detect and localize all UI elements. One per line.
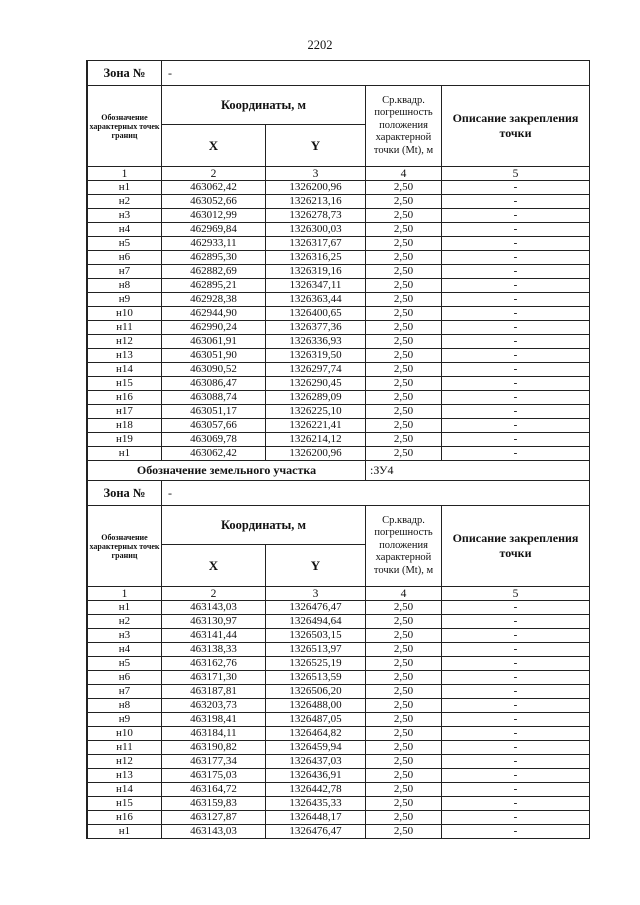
coord-x: 463127,87 [162, 811, 266, 825]
zone-label: Зона № [88, 61, 162, 86]
zone-number-value: - [162, 481, 590, 506]
coord-y: 1326476,47 [266, 825, 366, 839]
point-id: н7 [88, 265, 162, 279]
point-id: н12 [88, 335, 162, 349]
coord-x: 463138,33 [162, 643, 266, 657]
column-number: 1 [88, 587, 162, 601]
coord-y: 1326503,15 [266, 629, 366, 643]
header-x: X [162, 545, 266, 587]
error-value: 2,50 [366, 699, 442, 713]
point-id: н1 [88, 447, 162, 461]
point-id: н3 [88, 629, 162, 643]
point-id: н8 [88, 279, 162, 293]
fixing-description: - [442, 363, 590, 377]
table-row [88, 685, 590, 699]
coord-x: 462895,21 [162, 279, 266, 293]
table-row [88, 713, 590, 727]
land-plot-row [88, 461, 590, 481]
error-value: 2,50 [366, 419, 442, 433]
fixing-description: - [442, 671, 590, 685]
column-number: 3 [266, 167, 366, 181]
fixing-description: - [442, 643, 590, 657]
error-value: 2,50 [366, 237, 442, 251]
point-id: н6 [88, 251, 162, 265]
coord-y: 1326214,12 [266, 433, 366, 447]
table-row [88, 601, 590, 615]
point-id: н7 [88, 685, 162, 699]
coord-y: 1326437,03 [266, 755, 366, 769]
table-row [88, 447, 590, 461]
land-plot-value: :ЗУ4 [366, 461, 590, 481]
point-id: н8 [88, 699, 162, 713]
point-id: н13 [88, 769, 162, 783]
table-row [88, 237, 590, 251]
point-id: н2 [88, 195, 162, 209]
coord-y: 1326464,82 [266, 727, 366, 741]
coord-y: 1326300,03 [266, 223, 366, 237]
coord-x: 462990,24 [162, 321, 266, 335]
table-row [88, 363, 590, 377]
coordinates-table [87, 60, 590, 839]
point-id: н5 [88, 657, 162, 671]
point-id: н19 [88, 433, 162, 447]
coord-x: 462969,84 [162, 223, 266, 237]
error-value: 2,50 [366, 629, 442, 643]
fixing-description: - [442, 307, 590, 321]
table-header-row [88, 86, 590, 125]
fixing-description: - [442, 615, 590, 629]
coord-y: 1326200,96 [266, 447, 366, 461]
table-row [88, 755, 590, 769]
table-row [88, 195, 590, 209]
coord-x: 463051,90 [162, 349, 266, 363]
fixing-description: - [442, 433, 590, 447]
coord-x: 463164,72 [162, 783, 266, 797]
coord-x: 462895,30 [162, 251, 266, 265]
fixing-description: - [442, 755, 590, 769]
error-value: 2,50 [366, 223, 442, 237]
error-value: 2,50 [366, 741, 442, 755]
point-id: н4 [88, 643, 162, 657]
column-number: 5 [442, 167, 590, 181]
error-value: 2,50 [366, 685, 442, 699]
fixing-description: - [442, 279, 590, 293]
coord-y: 1326513,59 [266, 671, 366, 685]
header-description: Описание закрепления точки [442, 506, 590, 587]
coord-x: 463051,17 [162, 405, 266, 419]
coord-y: 1326377,36 [266, 321, 366, 335]
column-numbers-row [88, 587, 590, 601]
point-id: н9 [88, 713, 162, 727]
error-value: 2,50 [366, 713, 442, 727]
error-value: 2,50 [366, 671, 442, 685]
coord-x: 462933,11 [162, 237, 266, 251]
point-id: н15 [88, 797, 162, 811]
table-row [88, 209, 590, 223]
coord-x: 462944,90 [162, 307, 266, 321]
error-value: 2,50 [366, 433, 442, 447]
column-number: 4 [366, 167, 442, 181]
fixing-description: - [442, 419, 590, 433]
table-row [88, 349, 590, 363]
error-value: 2,50 [366, 727, 442, 741]
header-designation: Обозначение характерных точек границ [88, 506, 162, 587]
point-id: н4 [88, 223, 162, 237]
header-designation: Обозначение характерных точек границ [88, 86, 162, 167]
point-id: н10 [88, 727, 162, 741]
coord-x: 462882,69 [162, 265, 266, 279]
header-x: X [162, 125, 266, 167]
coord-y: 1326278,73 [266, 209, 366, 223]
error-value: 2,50 [366, 447, 442, 461]
error-value: 2,50 [366, 349, 442, 363]
point-id: н16 [88, 811, 162, 825]
point-id: н12 [88, 755, 162, 769]
point-id: н14 [88, 363, 162, 377]
table-row [88, 265, 590, 279]
error-value: 2,50 [366, 279, 442, 293]
fixing-description: - [442, 783, 590, 797]
coord-x: 463061,91 [162, 335, 266, 349]
table-row [88, 671, 590, 685]
zone-number-value: - [162, 61, 590, 86]
coord-y: 1326290,45 [266, 377, 366, 391]
table-row [88, 727, 590, 741]
table-row [88, 629, 590, 643]
error-value: 2,50 [366, 251, 442, 265]
coord-y: 1326487,05 [266, 713, 366, 727]
fixing-description: - [442, 629, 590, 643]
error-value: 2,50 [366, 293, 442, 307]
error-value: 2,50 [366, 209, 442, 223]
coord-y: 1326459,94 [266, 741, 366, 755]
error-value: 2,50 [366, 811, 442, 825]
fixing-description: - [442, 713, 590, 727]
fixing-description: - [442, 293, 590, 307]
zone-label: Зона № [88, 481, 162, 506]
coord-x: 463159,83 [162, 797, 266, 811]
coord-y: 1326400,65 [266, 307, 366, 321]
point-id: н3 [88, 209, 162, 223]
error-value: 2,50 [366, 755, 442, 769]
coordinates-document [86, 60, 590, 839]
table-row [88, 293, 590, 307]
header-description: Описание закрепления точки [442, 86, 590, 167]
coord-y: 1326221,41 [266, 419, 366, 433]
point-id: н11 [88, 741, 162, 755]
coord-x: 463184,11 [162, 727, 266, 741]
coord-y: 1326336,93 [266, 335, 366, 349]
error-value: 2,50 [366, 377, 442, 391]
header-error: Ср.квадр. погрешность положения характерной точки (Mt), м [366, 86, 442, 167]
point-id: н1 [88, 181, 162, 195]
coord-x: 463062,42 [162, 447, 266, 461]
error-value: 2,50 [366, 769, 442, 783]
coord-x: 463203,73 [162, 699, 266, 713]
coord-x: 462928,38 [162, 293, 266, 307]
coord-x: 463086,47 [162, 377, 266, 391]
coord-y: 1326289,09 [266, 391, 366, 405]
point-id: н18 [88, 419, 162, 433]
coord-x: 463162,76 [162, 657, 266, 671]
fixing-description: - [442, 377, 590, 391]
coord-y: 1326319,50 [266, 349, 366, 363]
error-value: 2,50 [366, 405, 442, 419]
point-id: н11 [88, 321, 162, 335]
table-row [88, 279, 590, 293]
coord-y: 1326436,91 [266, 769, 366, 783]
fixing-description: - [442, 447, 590, 461]
coord-y: 1326200,96 [266, 181, 366, 195]
coord-y: 1326506,20 [266, 685, 366, 699]
column-number: 2 [162, 587, 266, 601]
coord-y: 1326297,74 [266, 363, 366, 377]
fixing-description: - [442, 405, 590, 419]
coord-y: 1326525,19 [266, 657, 366, 671]
column-number: 3 [266, 587, 366, 601]
coord-y: 1326317,67 [266, 237, 366, 251]
point-id: н9 [88, 293, 162, 307]
fixing-description: - [442, 741, 590, 755]
table-row [88, 377, 590, 391]
table-row [88, 419, 590, 433]
header-y: Y [266, 545, 366, 587]
point-id: н17 [88, 405, 162, 419]
table-row [88, 699, 590, 713]
land-plot-label: Обозначение земельного участка [88, 461, 366, 481]
zone-row [88, 61, 590, 86]
page-number: 2202 [307, 38, 333, 52]
header-coordinates: Координаты, м [162, 506, 366, 545]
error-value: 2,50 [366, 601, 442, 615]
coord-x: 463171,30 [162, 671, 266, 685]
coord-y: 1326347,11 [266, 279, 366, 293]
coord-y: 1326442,78 [266, 783, 366, 797]
table-row [88, 615, 590, 629]
coord-y: 1326488,00 [266, 699, 366, 713]
point-id: н14 [88, 783, 162, 797]
fixing-description: - [442, 265, 590, 279]
table-row [88, 825, 590, 839]
point-id: н16 [88, 391, 162, 405]
table-row [88, 335, 590, 349]
fixing-description: - [442, 685, 590, 699]
coord-y: 1326316,25 [266, 251, 366, 265]
fixing-description: - [442, 601, 590, 615]
coord-y: 1326476,47 [266, 601, 366, 615]
column-number: 5 [442, 587, 590, 601]
coord-x: 463141,44 [162, 629, 266, 643]
coord-x: 463177,34 [162, 755, 266, 769]
fixing-description: - [442, 335, 590, 349]
coord-x: 463175,03 [162, 769, 266, 783]
point-id: н1 [88, 825, 162, 839]
zone-row [88, 481, 590, 506]
fixing-description: - [442, 223, 590, 237]
column-number: 4 [366, 587, 442, 601]
table-row [88, 783, 590, 797]
error-value: 2,50 [366, 783, 442, 797]
coord-x: 463057,66 [162, 419, 266, 433]
table-row [88, 811, 590, 825]
table-row [88, 391, 590, 405]
fixing-description: - [442, 657, 590, 671]
error-value: 2,50 [366, 321, 442, 335]
fixing-description: - [442, 391, 590, 405]
fixing-description: - [442, 195, 590, 209]
error-value: 2,50 [366, 657, 442, 671]
fixing-description: - [442, 797, 590, 811]
error-value: 2,50 [366, 797, 442, 811]
table-row [88, 769, 590, 783]
fixing-description: - [442, 769, 590, 783]
coord-y: 1326435,33 [266, 797, 366, 811]
coord-y: 1326319,16 [266, 265, 366, 279]
coord-y: 1326448,17 [266, 811, 366, 825]
header-error: Ср.квадр. погрешность положения характерной точки (Mt), м [366, 506, 442, 587]
error-value: 2,50 [366, 391, 442, 405]
point-id: н2 [88, 615, 162, 629]
fixing-description: - [442, 699, 590, 713]
coord-x: 463190,82 [162, 741, 266, 755]
coord-x: 463090,52 [162, 363, 266, 377]
coord-x: 463069,78 [162, 433, 266, 447]
fixing-description: - [442, 825, 590, 839]
table-row [88, 251, 590, 265]
coord-x: 463198,41 [162, 713, 266, 727]
fixing-description: - [442, 727, 590, 741]
table-row [88, 307, 590, 321]
table-row [88, 433, 590, 447]
fixing-description: - [442, 209, 590, 223]
column-numbers-row [88, 167, 590, 181]
point-id: н13 [88, 349, 162, 363]
error-value: 2,50 [366, 181, 442, 195]
error-value: 2,50 [366, 265, 442, 279]
coord-x: 463052,66 [162, 195, 266, 209]
point-id: н6 [88, 671, 162, 685]
fixing-description: - [442, 181, 590, 195]
error-value: 2,50 [366, 363, 442, 377]
coord-x: 463143,03 [162, 825, 266, 839]
fixing-description: - [442, 811, 590, 825]
point-id: н10 [88, 307, 162, 321]
coord-x: 463062,42 [162, 181, 266, 195]
coord-x: 463130,97 [162, 615, 266, 629]
point-id: н1 [88, 601, 162, 615]
table-row [88, 321, 590, 335]
coord-x: 463012,99 [162, 209, 266, 223]
column-number: 1 [88, 167, 162, 181]
header-coordinates: Координаты, м [162, 86, 366, 125]
coord-x: 463143,03 [162, 601, 266, 615]
coord-x: 463187,81 [162, 685, 266, 699]
error-value: 2,50 [366, 307, 442, 321]
coord-y: 1326513,97 [266, 643, 366, 657]
error-value: 2,50 [366, 195, 442, 209]
table-row [88, 405, 590, 419]
error-value: 2,50 [366, 825, 442, 839]
error-value: 2,50 [366, 643, 442, 657]
table-row [88, 657, 590, 671]
table-header-row [88, 506, 590, 545]
fixing-description: - [442, 321, 590, 335]
error-value: 2,50 [366, 335, 442, 349]
header-y: Y [266, 125, 366, 167]
coord-y: 1326213,16 [266, 195, 366, 209]
column-number: 2 [162, 167, 266, 181]
fixing-description: - [442, 237, 590, 251]
coord-y: 1326225,10 [266, 405, 366, 419]
table-row [88, 797, 590, 811]
table-row [88, 643, 590, 657]
point-id: н15 [88, 377, 162, 391]
fixing-description: - [442, 251, 590, 265]
point-id: н5 [88, 237, 162, 251]
coord-x: 463088,74 [162, 391, 266, 405]
fixing-description: - [442, 349, 590, 363]
coord-y: 1326363,44 [266, 293, 366, 307]
coord-y: 1326494,64 [266, 615, 366, 629]
table-row [88, 223, 590, 237]
table-row [88, 181, 590, 195]
error-value: 2,50 [366, 615, 442, 629]
table-row [88, 741, 590, 755]
